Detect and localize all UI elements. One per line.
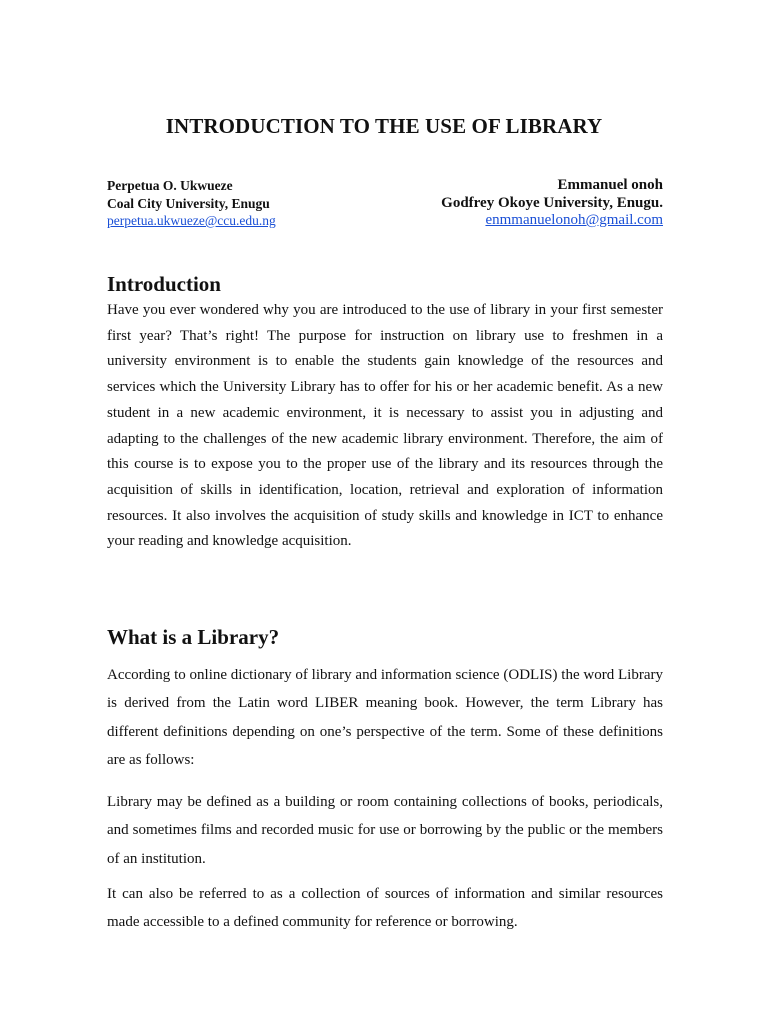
library-paragraph: It can also be referred to as a collection of sources of information and similar resources made accessible to a defined community for reference or borrowing. xyxy=(107,886,663,931)
author-1-affiliation: Coal City University, Enugu xyxy=(107,195,270,211)
section-heading-what-is-library: What is a Library? xyxy=(107,625,280,649)
author-1-email-link[interactable]: perpetua.ukwueze@ccu.edu.ng xyxy=(107,213,276,228)
author-2-name: Emmanuel onoh xyxy=(557,177,663,193)
library-paragraph: Library may be defined as a building or room containing collections of books, periodicals, and sometimes films and recorded music for use or borrowing by the public or the members of an institution. xyxy=(107,794,663,867)
author-1-name: Perpetua O. Ukwueze xyxy=(107,178,233,193)
author-2-affiliation: Godfrey Okoye University, Enugu. xyxy=(441,194,663,211)
document-title: INTRODUCTION TO THE USE OF LIBRARY xyxy=(165,114,603,138)
section-heading-introduction: Introduction xyxy=(107,272,221,296)
author-2-email-link[interactable]: enmmanuelonoh@gmail.com xyxy=(485,212,663,228)
library-paragraph: According to online dictionary of library and information science (ODLIS) the word Library is derived from the Latin word LIBER meaning book. However, the term Library has different definitions depending on one’s perspective of the term. Some of these definitions are as follows: xyxy=(107,667,663,768)
author-1 xyxy=(107,177,276,230)
author-2 xyxy=(441,177,663,230)
introduction-paragraph: Have you ever wondered why you are introduced to the use of library in your first semester first year? That’s right! The purpose for instruction on library use to freshmen in a university environment is to enable the students gain knowledge of the resources and services which the University Library has to offer for his or her academic benefit. As a new student in a new academic environment, it is necessary to assist you in adjusting and adapting to the challenges of the new academic library environment. Therefore, the aim of this course is to expose you to the proper use of the library and its resources through the acquisition of skills in identification, location, retrieval and exploration of information resources. It also involves the acquisition of study skills and knowledge in ICT to enhance your reading and knowledge acquisition. xyxy=(107,302,663,550)
